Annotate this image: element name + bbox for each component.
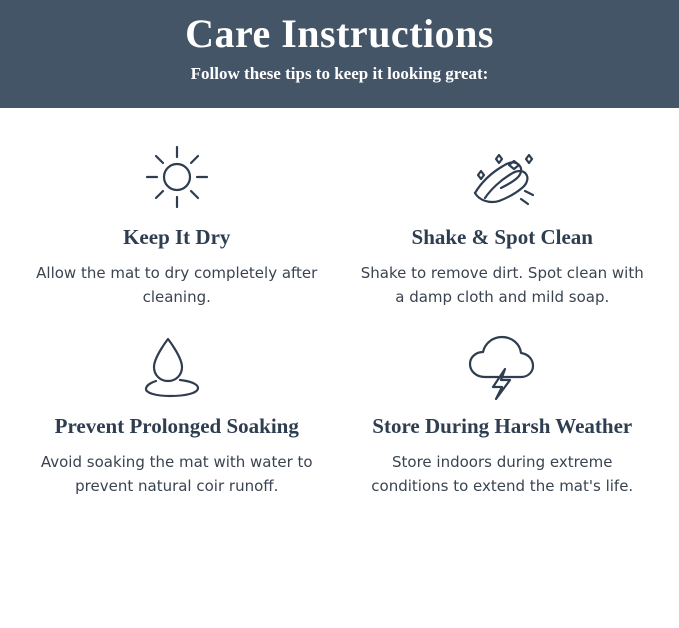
- tip-title: Prevent Prolonged Soaking: [54, 414, 299, 438]
- tip-body: Allow the mat to dry completely after cleaning.: [36, 264, 318, 306]
- tip-body: Store indoors during extreme conditions to extend the mat's life.: [371, 453, 634, 495]
- tip-title: Shake & Spot Clean: [411, 225, 593, 249]
- tip-title: Store During Harsh Weather: [372, 414, 633, 438]
- tip-card-prevent-prolonged-soaking: [14, 319, 340, 508]
- tip-card-store-during-harsh-weather: [340, 319, 666, 508]
- tip-card-shake-spot-clean: [340, 130, 666, 319]
- page-header: [0, 0, 679, 108]
- hand-sparkle-wipe-icon: [358, 138, 648, 216]
- sun-icon: [32, 138, 322, 216]
- tips-grid: [0, 108, 679, 508]
- tip-title: Keep It Dry: [123, 225, 231, 249]
- storm-cloud-lightning-icon: [358, 327, 648, 405]
- page-title: Care Instructions: [185, 11, 494, 56]
- tip-body: Shake to remove dirt. Spot clean with a damp cloth and mild soap.: [360, 264, 644, 306]
- tip-card-keep-it-dry: [14, 130, 340, 319]
- tip-body: Avoid soaking the mat with water to prevent natural coir runoff.: [40, 453, 313, 495]
- water-drop-puddle-icon: [32, 327, 322, 405]
- page-subtitle: Follow these tips to keep it looking great:: [190, 64, 489, 83]
